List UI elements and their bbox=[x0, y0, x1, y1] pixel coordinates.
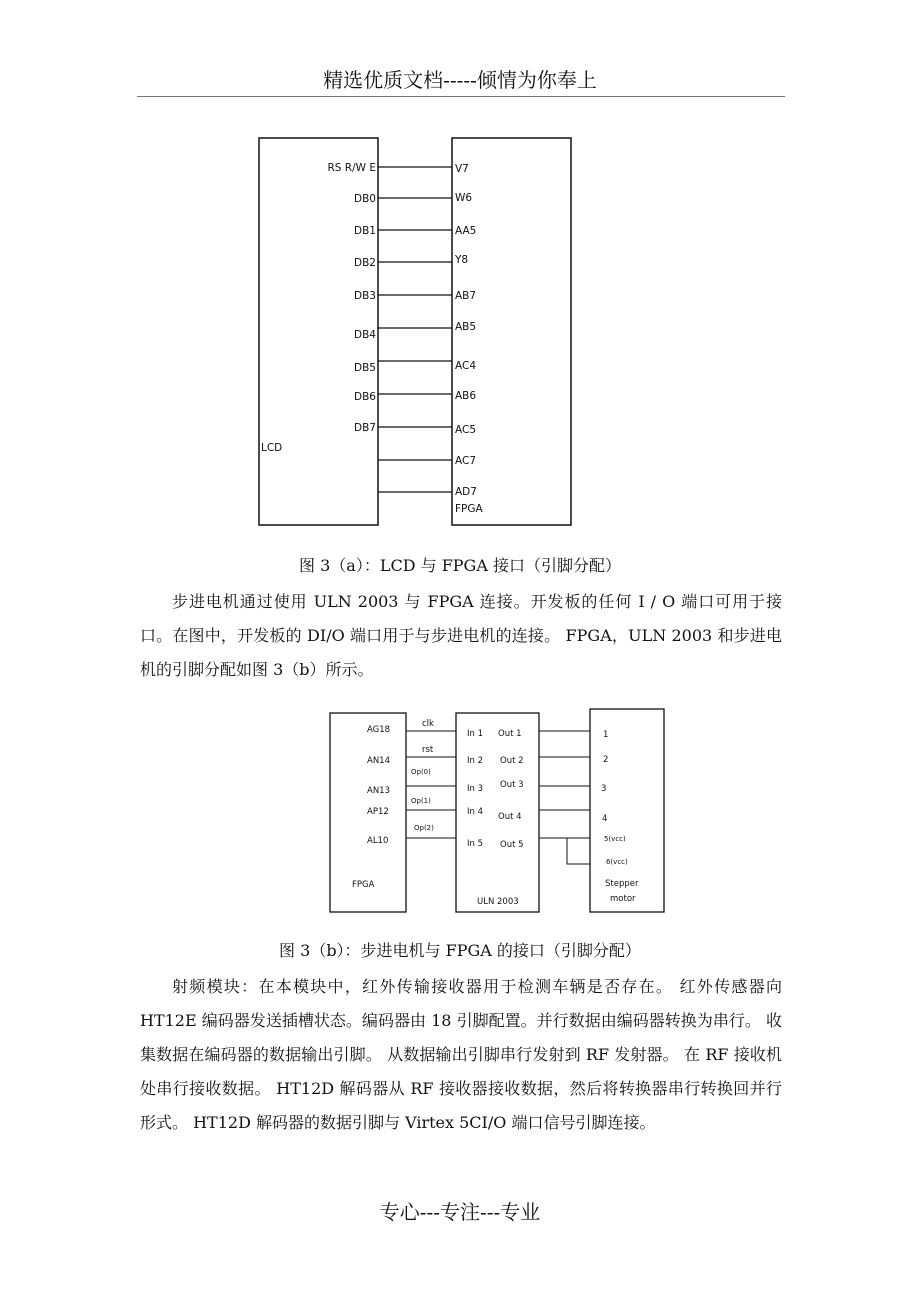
motor-pin-label: 4 bbox=[602, 814, 608, 824]
fpga-pin-label: AD7 bbox=[455, 486, 477, 498]
lcd-pin-label: DB3 bbox=[354, 290, 376, 302]
fpga-title: FPGA bbox=[352, 880, 375, 890]
figure-b-caption: 图 3（b）：步进电机与 FPGA 的接口（引脚分配） bbox=[279, 941, 641, 960]
signal-label: rst bbox=[422, 745, 434, 755]
figure-a-caption: 图 3（a）：LCD 与 FPGA 接口（引脚分配） bbox=[299, 556, 621, 575]
fpga-pin-label: AC5 bbox=[455, 424, 477, 436]
motor-pin-label: 3 bbox=[601, 784, 607, 794]
lcd-pin-label: RS R/W E bbox=[327, 162, 376, 174]
lcd-pin-label: DB5 bbox=[354, 362, 376, 374]
signal-label: Op(1) bbox=[411, 797, 431, 805]
uln-input-label: In 3 bbox=[467, 784, 484, 794]
uln2003-title: ULN 2003 bbox=[477, 897, 519, 907]
lcd-pin-label: DB1 bbox=[354, 225, 376, 237]
uln-input-label: In 1 bbox=[467, 729, 484, 739]
fpga-pin-label: AL10 bbox=[367, 836, 389, 846]
uln-output-label: Out 1 bbox=[498, 729, 522, 739]
fpga-pin-label: AN14 bbox=[367, 756, 390, 766]
lcd-pin-label: DB6 bbox=[354, 391, 376, 403]
uln-output-label: Out 3 bbox=[500, 780, 524, 790]
fpga-pin-label: AB6 bbox=[455, 390, 477, 402]
fpga-title: FPGA bbox=[455, 503, 483, 515]
motor-pin-label: 2 bbox=[603, 755, 609, 765]
fpga-pin-label: V7 bbox=[455, 163, 469, 175]
lcd-pin-label: DB0 bbox=[354, 193, 376, 205]
motor-pin-label: 1 bbox=[603, 730, 609, 740]
fpga-pin-label: AA5 bbox=[455, 225, 477, 237]
lcd-pin-label: DB7 bbox=[354, 422, 376, 434]
fpga-pin-label: AC4 bbox=[455, 360, 477, 372]
fpga-pin-label: W6 bbox=[455, 192, 473, 204]
uln-output-label: Out 2 bbox=[500, 756, 524, 766]
uln-output-label: Out 4 bbox=[498, 812, 522, 822]
paragraph-rf-module: 射频模块：在本模块中，红外传输接收器用于检测车辆是否存在。 红外传感器向 HT12E 编码器发送插槽状态。编码器由 18 引脚配置。并行数据由编码器转换为串行。 收集数据在编码器的数据输出引脚。 从数据输出引脚串行发射到 RF 发射器。 在 RF 接收机处串行接收数据。 HT12D 解码器从 RF 接收器接收数据，然后将转换器串行转换回并行形式。 HT12D 解码器的数据引脚与 Virtex 5CI/O 端口信号引脚连接。 bbox=[140, 977, 782, 1132]
fpga-pin-label: Y8 bbox=[455, 254, 469, 266]
signal-label: clk bbox=[422, 719, 434, 729]
fpga-pin-label: AC7 bbox=[455, 455, 477, 467]
motor-title-line: motor bbox=[610, 894, 636, 904]
lcd-pin-label: DB2 bbox=[354, 257, 376, 269]
vcc-jumper-wire bbox=[567, 838, 590, 864]
fpga-pin-label: AB5 bbox=[455, 321, 477, 333]
signal-label: Op(0) bbox=[411, 768, 431, 776]
paragraph-stepper: 步进电机通过使用 ULN 2003 与 FPGA 连接。开发板的任何 I / O 端口可用于接口。在图中，开发板的 DI/O 端口用于与步进电机的连接。 FPGA，ULN 2003 和步进电机的引脚分配如图 3（b）所示。 bbox=[140, 592, 782, 679]
uln-input-label: In 5 bbox=[467, 839, 484, 849]
motor-title-line: Stepper bbox=[605, 879, 639, 889]
fpga-pin-label: AB7 bbox=[455, 290, 477, 302]
page-header: 精选优质文档-----倾情为你奉上 bbox=[323, 68, 597, 92]
fpga-pin-label: AG18 bbox=[367, 725, 391, 735]
uln-input-label: In 2 bbox=[467, 756, 484, 766]
lcd-title: LCD bbox=[261, 442, 283, 454]
motor-pin-label: 6(vcc) bbox=[606, 858, 628, 866]
signal-label: Op(2) bbox=[414, 824, 434, 832]
uln-output-label: Out 5 bbox=[500, 840, 524, 850]
page-footer: 专心---专注---专业 bbox=[379, 1200, 541, 1224]
motor-pin-label: 5(vcc) bbox=[604, 835, 626, 843]
uln-input-label: In 4 bbox=[467, 807, 484, 817]
fpga-pin-label: AP12 bbox=[367, 807, 389, 817]
fpga-pin-label: AN13 bbox=[367, 786, 390, 796]
lcd-pin-label: DB4 bbox=[354, 329, 376, 341]
